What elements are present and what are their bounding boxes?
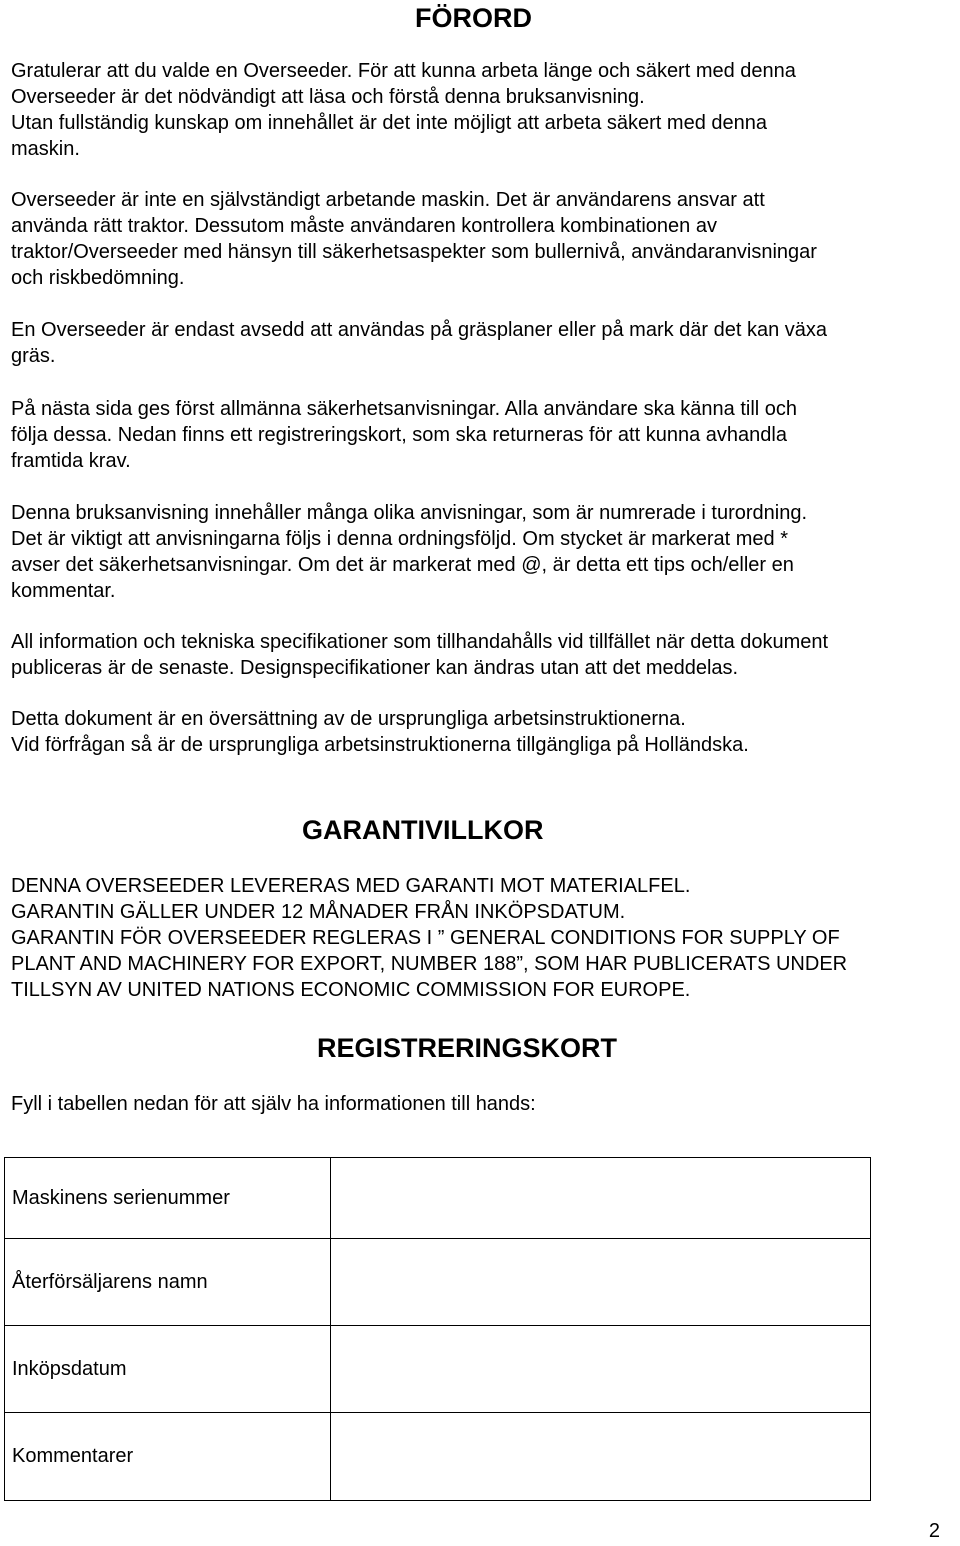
registration-title: REGISTRERINGSKORT bbox=[317, 1033, 618, 1063]
warranty-text bbox=[11, 873, 957, 1003]
text-line: TILLSYN AV UNITED NATIONS ECONOMIC COMMISSION FOR EUROPE. bbox=[11, 979, 691, 1001]
table-row bbox=[5, 1413, 871, 1501]
text-line: GARANTIN FÖR OVERSEEDER REGLERAS I ” GENERAL CONDITIONS FOR SUPPLY OF bbox=[11, 927, 840, 949]
text-line: Det är viktigt att anvisningarna följs i denna ordningsföljd. Om stycket är markerat med * bbox=[11, 528, 789, 550]
text-line: Overseeder är det nödvändigt att läsa och förstå denna bruksanvisning. bbox=[11, 86, 645, 108]
text-line: publiceras är de senaste. Designspecifikationer kan ändras utan att det meddelas. bbox=[11, 657, 739, 679]
text-line: En Overseeder är endast avsedd att användas på gräsplaner eller på mark där det kan växa bbox=[11, 319, 828, 341]
text-line: framtida krav. bbox=[11, 450, 131, 472]
text-line: Denna bruksanvisning innehåller många olika anvisningar, som är numrerade i turordning. bbox=[11, 502, 808, 524]
row-label: Kommentarer bbox=[5, 1413, 331, 1501]
text-line: Vid förfrågan så är de ursprungliga arbetsinstruktionerna tillgängliga på Holländska. bbox=[11, 734, 749, 756]
foreword-paragraph-6 bbox=[11, 629, 957, 681]
table-row bbox=[5, 1239, 871, 1326]
row-label: Maskinens serienummer bbox=[5, 1158, 331, 1239]
text-line: maskin. bbox=[11, 138, 80, 160]
text-line: kommentar. bbox=[11, 580, 116, 602]
text-line: avser det säkerhetsanvisningar. Om det är markerat med @, är detta ett tips och/eller en bbox=[11, 554, 794, 576]
text-line: och riskbedömning. bbox=[11, 267, 185, 289]
registration-intro: Fyll i tabellen nedan för att själv ha informationen till hands: bbox=[11, 1093, 536, 1115]
warranty-title: GARANTIVILLKOR bbox=[302, 815, 544, 845]
text-line: PLANT AND MACHINERY FOR EXPORT, NUMBER 188”, SOM HAR PUBLICERATS UNDER bbox=[11, 953, 848, 975]
foreword-paragraph-1 bbox=[11, 58, 957, 162]
text-line: traktor/Overseeder med hänsyn till säkerhetsaspekter som bullernivå, användaranvisningar bbox=[11, 241, 817, 263]
row-label: Återförsäljarens namn bbox=[5, 1239, 331, 1326]
text-line: DENNA OVERSEEDER LEVERERAS MED GARANTI MOT MATERIALFEL. bbox=[11, 875, 691, 897]
text-line: använda rätt traktor. Dessutom måste användaren kontrollera kombinationen av bbox=[11, 215, 717, 237]
foreword-paragraph-2 bbox=[11, 187, 957, 291]
text-line: All information och tekniska specifikationer som tillhandahålls vid tillfället när detta dokument bbox=[11, 631, 829, 653]
foreword-title: FÖRORD bbox=[415, 3, 532, 33]
foreword-paragraph-5 bbox=[11, 500, 957, 604]
table-row bbox=[5, 1326, 871, 1413]
foreword-paragraph-4 bbox=[11, 396, 957, 474]
foreword-paragraph-7 bbox=[11, 706, 957, 758]
text-line: Detta dokument är en översättning av de ursprungliga arbetsinstruktionerna. bbox=[11, 708, 686, 730]
text-line: följa dessa. Nedan finns ett registreringskort, som ska returneras för att kunna avhandla bbox=[11, 424, 787, 446]
comments-cell[interactable] bbox=[331, 1413, 871, 1501]
text-line: Utan fullständig kunskap om innehållet är det inte möjligt att arbeta säkert med denna bbox=[11, 112, 767, 134]
page-number: 2 bbox=[928, 1520, 940, 1542]
text-line: Overseeder är inte en självständigt arbetande maskin. Det är användarens ansvar att bbox=[11, 189, 765, 211]
table-row bbox=[5, 1158, 871, 1239]
text-line: Gratulerar att du valde en Overseeder. För att kunna arbeta länge och säkert med denna bbox=[11, 60, 796, 82]
text-line: gräs. bbox=[11, 345, 56, 367]
purchase-date-cell[interactable] bbox=[331, 1326, 871, 1413]
foreword-paragraph-3 bbox=[11, 317, 957, 369]
serial-number-cell[interactable] bbox=[331, 1158, 871, 1239]
row-label: Inköpsdatum bbox=[5, 1326, 331, 1413]
registration-table bbox=[4, 1157, 871, 1501]
dealer-name-cell[interactable] bbox=[331, 1239, 871, 1326]
text-line: GARANTIN GÄLLER UNDER 12 MÅNADER FRÅN INKÖPSDATUM. bbox=[11, 901, 626, 923]
text-line: På nästa sida ges först allmänna säkerhetsanvisningar. Alla användare ska känna till och bbox=[11, 398, 798, 420]
